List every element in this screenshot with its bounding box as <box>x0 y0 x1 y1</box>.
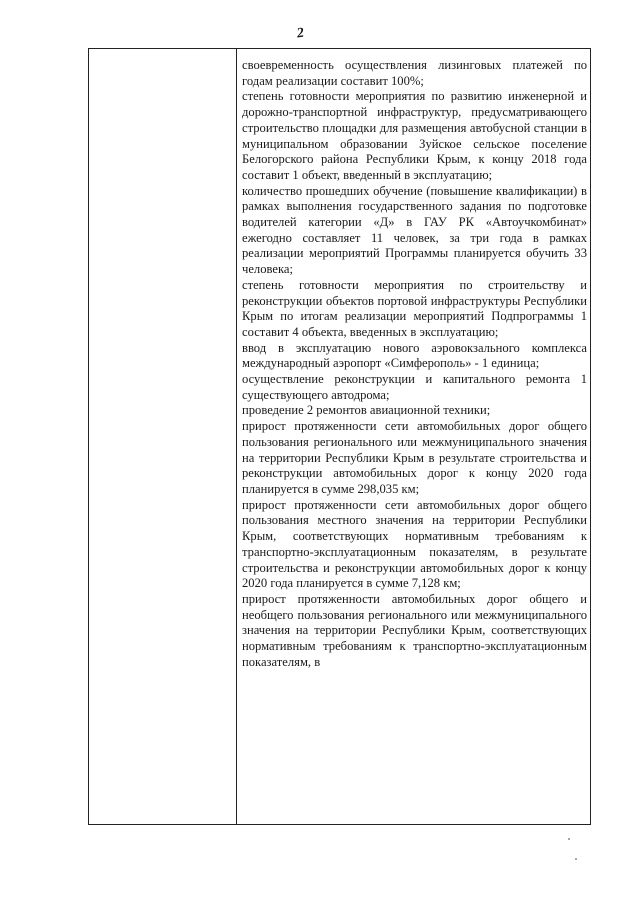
paragraph-bus-station: степень готовности мероприятия по развитию инженерной и дорожно-транспортной инфраструктур, предусматривающего строительство площадки для размещения автобусной станции в муниципальном образовании Зуйское сельское поселение Белогорского района Республики Крым, к концу 2018 года составит 1 объект, введенный в эксплуатацию; <box>242 89 587 182</box>
paragraph-autodrome: осуществление реконструкции и капитального ремонта 1 существующего автодрома; <box>242 372 587 402</box>
paragraph-airport-terminal: ввод в эксплуатацию нового аэровокзального комплекса международный аэропорт «Симферополь» - 1 единица; <box>242 340 587 371</box>
paragraph-driver-training: количество прошедших обучение (повышение квалификации) в рамках выполнения государственного задания по подготовке водителей категории «Д» в ГАУ РК «Автоучкомбинат» ежегодно составляет 11 человек, за три года в рамках реализации мероприятий Программы планируется обучить 33 человека; <box>242 183 587 277</box>
paragraph-local-roads: прирост протяженности сети автомобильных дорог общего пользования местного значения на территории Республики Крым, соответствующих нормативным требованиям к транспортно-эксплуатационным показателям, в результате строительства и реконструкции автомобильных дорог к концу 2020 года планируется в сумме 7,128 км; <box>242 497 587 591</box>
paragraph-regional-roads: прирост протяженности сети автомобильных дорог общего пользования регионального или межмуниципального значения на территории Республики Крым в результате строительства и реконструкции автомобильных дорог к концу 2020 года планируется в сумме 298,035 км; <box>242 419 587 496</box>
paragraph-general-roads: прирост протяженности автомобильных дорог общего и необщего пользования регионального или межмуниципального значения на территории Республики Крым, соответствующих нормативным требованиям к транспортно-эксплуатационным показателям, в <box>242 591 587 669</box>
scan-speck <box>568 838 570 840</box>
scan-speck <box>575 858 577 860</box>
paragraph-aviation-repairs: проведение 2 ремонтов авиационной техники; <box>242 403 491 418</box>
table-cell-text <box>242 58 587 670</box>
column-divider <box>236 49 237 824</box>
paragraph-leasing: своевременность осуществления лизинговых платежей по годам реализации составит 100%; <box>242 58 587 88</box>
paragraph-port-infrastructure: степень готовности мероприятия по строительству и реконструкции объектов портовой инфраструктуры Республики Крым по итогам реализации мероприятий Подпрограммы 1 составит 4 объекта, введенных в эксплуатацию; <box>242 277 587 339</box>
page-number: 2 <box>295 25 305 42</box>
document-table <box>88 48 591 825</box>
